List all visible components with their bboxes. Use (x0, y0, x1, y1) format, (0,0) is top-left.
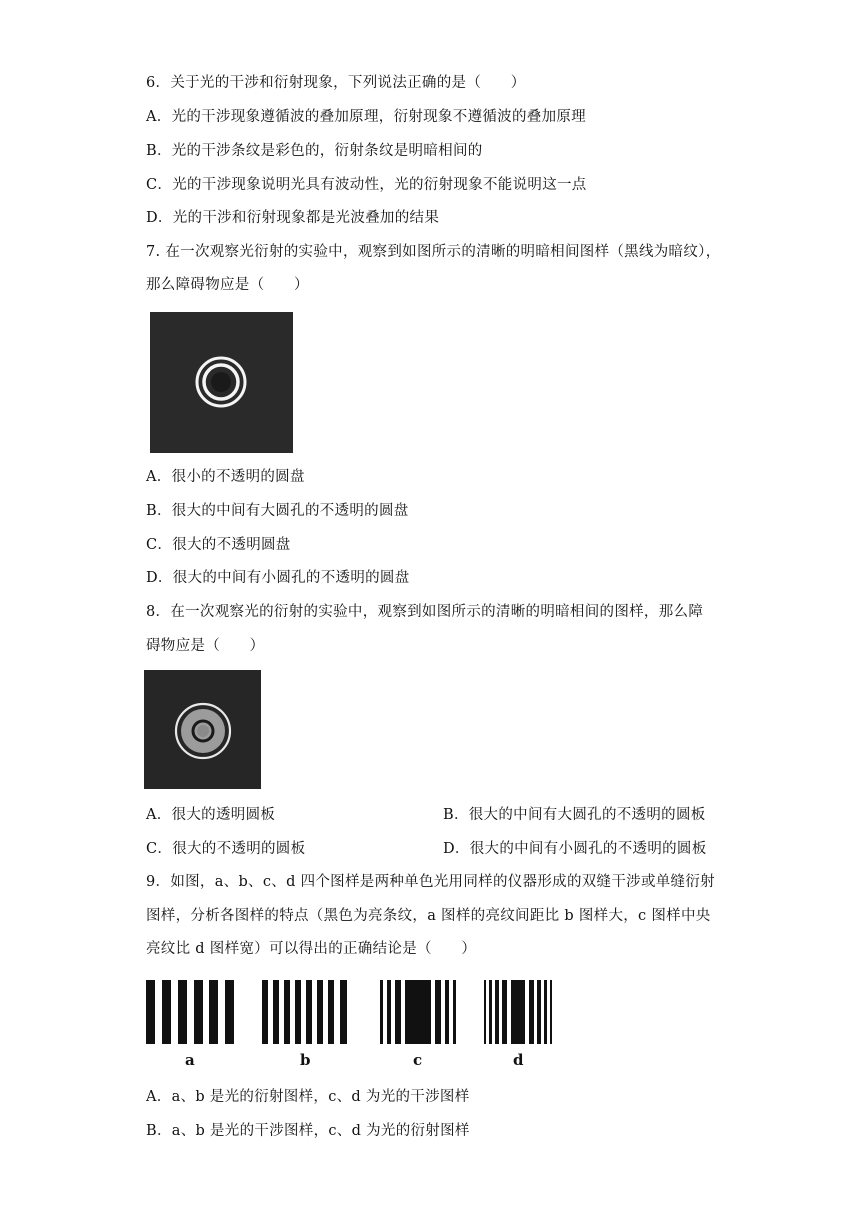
q8-stem-line1: 8．在一次观察光的衍射的实验中，观察到如图所示的清晰的明暗相间的图样，那么障 (146, 604, 704, 620)
q8-option-d: D．很大的中间有小圆孔的不透明的圆板 (443, 841, 707, 857)
q9-label-c: c (413, 1051, 423, 1069)
q9-option-b: B．a、b 是光的干涉图样，c、d 为光的衍射图样 (146, 1123, 470, 1139)
q7-option-c: C．很大的不透明圆盘 (146, 537, 291, 553)
q9-pattern-d (484, 980, 552, 1044)
q9-pattern-b (262, 980, 348, 1044)
q6-option-d: D．光的干涉和衍射现象都是光波叠加的结果 (146, 210, 440, 226)
q8-diffraction-image (144, 670, 261, 789)
q9-pattern-c (380, 980, 456, 1044)
q7-stem-line1: 7. 在一次观察光衍射的实验中，观察到如图所示的清晰的明暗相间图样（黑线为暗纹）， (146, 244, 721, 260)
q9-label-d: d (513, 1051, 524, 1069)
q6-option-b: B．光的干涉条纹是彩色的，衍射条纹是明暗相间的 (146, 143, 483, 159)
q6-option-a: A．光的干涉现象遵循波的叠加原理，衍射现象不遵循波的叠加原理 (146, 109, 586, 125)
q8-option-a: A．很大的透明圆板 (146, 807, 276, 823)
q7-option-d: D．很大的中间有小圆孔的不透明的圆盘 (146, 570, 410, 586)
q9-stem-line3: 亮纹比 d 图样宽）可以得出的正确结论是（ ） (146, 941, 477, 957)
q8-option-b: B．很大的中间有大圆孔的不透明的圆板 (443, 807, 706, 823)
q9-option-a: A．a、b 是光的衍射图样，c、d 为光的干涉图样 (146, 1089, 470, 1105)
q7-option-b: B．很大的中间有大圆孔的不透明的圆盘 (146, 503, 409, 519)
q9-pattern-a (146, 980, 234, 1044)
q6-stem: 6．关于光的干涉和衍射现象，下列说法正确的是（ ） (146, 75, 526, 91)
q9-label-b: b (300, 1051, 311, 1069)
q7-stem-line2: 那么障碍物应是（ ） (146, 277, 309, 293)
q9-stem-line1: 9．如图，a、b、c、d 四个图样是两种单色光用同样的仪器形成的双缝干涉或单缝衍射 (146, 874, 715, 890)
q7-diffraction-image (150, 312, 293, 453)
q8-stem-line2: 碍物应是（ ） (146, 638, 265, 654)
q6-option-c: C．光的干涉现象说明光具有波动性，光的衍射现象不能说明这一点 (146, 177, 587, 193)
q8-option-c: C．很大的不透明的圆板 (146, 841, 306, 857)
q9-label-a: a (185, 1051, 195, 1069)
q7-option-a: A．很小的不透明的圆盘 (146, 469, 305, 485)
q9-stem-line2: 图样，分析各图样的特点（黑色为亮条纹，a 图样的亮纹间距比 b 图样大，c 图样中央 (146, 908, 711, 924)
